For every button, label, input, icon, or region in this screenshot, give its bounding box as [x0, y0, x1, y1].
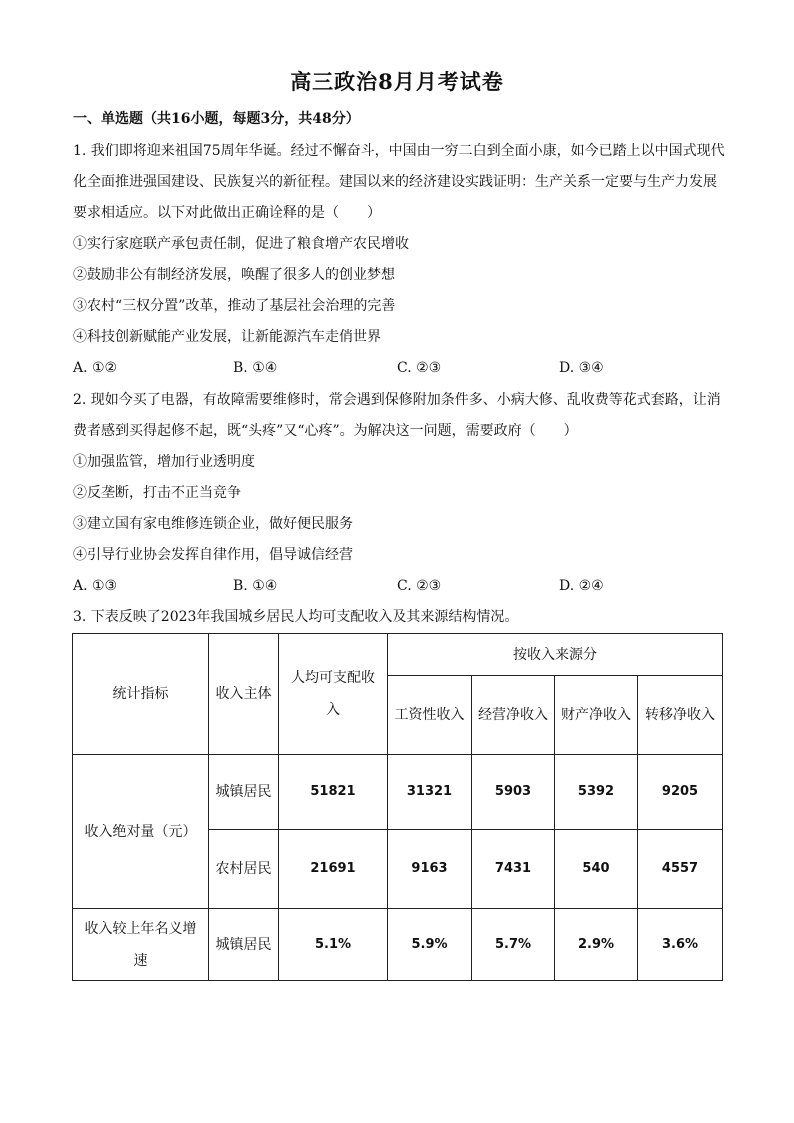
header-transfer-income: 转移净收入	[638, 676, 723, 755]
row-group-growth: 收入较上年名义增速	[73, 909, 209, 981]
growth-disposable: 5.1%	[279, 909, 388, 981]
q1-option-a[interactable]: A. ①②	[73, 360, 118, 376]
q1-item-1: ①实行家庭联产承包责任制，促进了粮食增产农民增收	[73, 236, 409, 252]
q1-stem-line-2: 化全面推进强国建设、民族复兴的新征程。建国以来的经济建设实践证明：生产关系一定要与生产力发展	[73, 174, 717, 190]
urban-property: 5392	[555, 755, 638, 830]
header-property-income: 财产净收入	[555, 676, 638, 755]
section-heading: 一、单选题（共16小题，每题3分，共48分）	[73, 111, 360, 127]
q2-option-b[interactable]: B. ①④	[233, 578, 278, 594]
growth-property: 2.9%	[555, 909, 638, 981]
header-subject: 收入主体	[209, 634, 279, 755]
row-label-rural: 农村居民	[209, 830, 279, 909]
q2-option-c[interactable]: C. ②③	[397, 578, 442, 594]
header-wage-income: 工资性收入	[388, 676, 472, 755]
q2-option-d[interactable]: D. ②④	[559, 578, 604, 594]
header-disposable-income: 人均可支配收入	[279, 634, 388, 755]
header-income-source: 按收入来源分	[388, 634, 723, 676]
urban-wage: 31321	[388, 755, 472, 830]
page-title: 高三政治8月月考试卷	[290, 69, 504, 94]
q1-item-4: ④科技创新赋能产业发展，让新能源汽车走俏世界	[73, 329, 381, 345]
q1-item-2: ②鼓励非公有制经济发展，唤醒了很多人的创业梦想	[73, 267, 395, 283]
header-indicator: 统计指标	[73, 634, 209, 755]
income-table	[72, 633, 723, 981]
row-group-absolute: 收入绝对量（元）	[73, 755, 209, 909]
rural-property: 540	[555, 830, 638, 909]
q2-item-1: ①加强监管，增加行业透明度	[73, 454, 255, 470]
urban-transfer: 9205	[638, 755, 723, 830]
header-business-income: 经营净收入	[472, 676, 555, 755]
urban-business: 5903	[472, 755, 555, 830]
q1-option-c[interactable]: C. ②③	[397, 360, 442, 376]
q1-stem-line-3: 要求相适应。以下对此做出正确诠释的是（ ）	[73, 205, 381, 221]
q1-item-3: ③农村“三权分置”改革，推动了基层社会治理的完善	[73, 298, 396, 314]
rural-disposable: 21691	[279, 830, 388, 909]
q2-stem-line-1: 2. 现如今买了电器，有故障需要维修时，常会遇到保修附加条件多、小病大修、乱收费等花式套路，让消	[73, 392, 721, 408]
row-label-urban: 城镇居民	[209, 755, 279, 830]
q1-option-b[interactable]: B. ①④	[233, 360, 278, 376]
rural-wage: 9163	[388, 830, 472, 909]
rural-business: 7431	[472, 830, 555, 909]
growth-wage: 5.9%	[388, 909, 472, 981]
q2-option-a[interactable]: A. ①③	[73, 578, 118, 594]
growth-business: 5.7%	[472, 909, 555, 981]
q1-option-d[interactable]: D. ③④	[559, 360, 604, 376]
q2-item-3: ③建立国有家电维修连锁企业，做好便民服务	[73, 516, 353, 532]
rural-transfer: 4557	[638, 830, 723, 909]
q2-item-4: ④引导行业协会发挥自律作用，倡导诚信经营	[73, 547, 353, 563]
row-label-urban-growth: 城镇居民	[209, 909, 279, 981]
q3-stem: 3. 下表反映了2023年我国城乡居民人均可支配收入及其来源结构情况。	[73, 609, 519, 625]
q2-item-2: ②反垄断，打击不正当竞争	[73, 485, 241, 501]
urban-disposable: 51821	[279, 755, 388, 830]
growth-transfer: 3.6%	[638, 909, 723, 981]
q1-stem-line-1: 1. 我们即将迎来祖国75周年华诞。经过不懈奋斗，中国由一穷二白到全面小康，如今已踏上以中国式现代	[73, 143, 725, 159]
q2-stem-line-2: 费者感到买得起修不起，既“头疼”又“心疼”。为解决这一问题，需要政府（ ）	[73, 423, 578, 439]
